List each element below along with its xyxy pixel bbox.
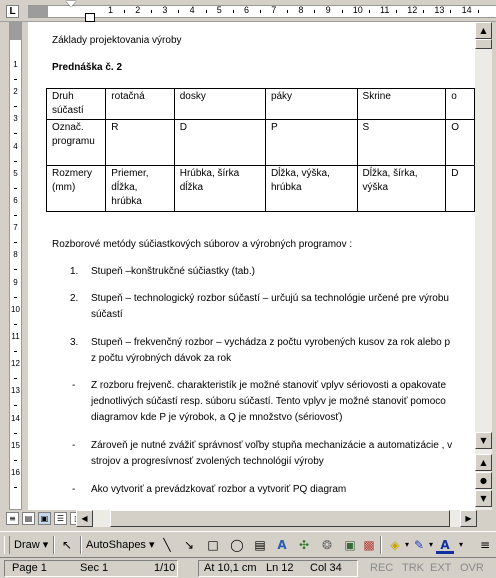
vertical-ruler-tick bbox=[14, 433, 17, 434]
status-ovr[interactable]: OVR bbox=[460, 562, 484, 574]
vertical-ruler-number: 13 bbox=[11, 386, 20, 396]
vertical-ruler-number: 4 bbox=[13, 141, 18, 151]
bullet-line: Ako vytvoriť a prevádzkovať rozbor a vytvoriť PQ diagram bbox=[91, 484, 347, 495]
bullet-line: strojov a progresívnosť zvolených technológií výroby bbox=[91, 456, 324, 467]
table-row bbox=[47, 120, 475, 166]
ruler-tick bbox=[206, 10, 207, 13]
vertical-ruler-number: 9 bbox=[13, 277, 18, 287]
status-bar bbox=[0, 557, 496, 578]
ruler-number: 14 bbox=[461, 5, 472, 15]
document-page[interactable] bbox=[28, 22, 475, 510]
line-icon[interactable]: ╲ bbox=[163, 538, 171, 552]
table-cell: rotačná bbox=[106, 89, 174, 120]
horizontal-ruler[interactable] bbox=[0, 0, 496, 22]
chevron-down-icon[interactable]: ▾ bbox=[458, 540, 463, 549]
fill-color-icon[interactable]: ◈ bbox=[390, 538, 400, 552]
status-at: At 10,1 cm bbox=[204, 562, 257, 574]
table-cell: Hrúbka, šírka dĺžka bbox=[174, 166, 265, 212]
ruler-number: 4 bbox=[189, 5, 195, 15]
diagram-icon[interactable]: ✣ bbox=[298, 538, 310, 552]
vertical-ruler-tick bbox=[14, 297, 17, 298]
table-cell: P bbox=[265, 120, 357, 166]
vertical-ruler-number: 1 bbox=[13, 60, 18, 69]
vertical-ruler-tick bbox=[14, 351, 17, 352]
vertical-ruler-number: 16 bbox=[11, 468, 20, 477]
list-item-line: z počtu výrobných dávok za rok bbox=[91, 353, 232, 364]
normal-view-icon[interactable]: ≡ bbox=[6, 512, 19, 525]
components-table bbox=[46, 88, 475, 212]
ruler-number: 10 bbox=[352, 5, 363, 15]
status-ext[interactable]: EXT bbox=[430, 562, 452, 574]
line-color-icon[interactable]: ✎ bbox=[413, 538, 425, 552]
vertical-ruler-tick bbox=[14, 405, 17, 406]
ruler-tick bbox=[450, 10, 451, 13]
web-layout-icon[interactable]: ▤ bbox=[22, 512, 35, 525]
vertical-ruler-tick bbox=[14, 106, 17, 107]
header-line: Základy projektovania výroby bbox=[52, 35, 182, 46]
vertical-ruler-tick bbox=[14, 269, 17, 270]
line-style-icon[interactable]: ≡ bbox=[479, 538, 491, 552]
ruler-tick bbox=[314, 10, 315, 13]
vertical-ruler-number: 11 bbox=[11, 332, 20, 341]
print-layout-icon[interactable]: ▣ bbox=[38, 512, 51, 525]
vertical-ruler-number: 14 bbox=[11, 413, 20, 423]
list-item-line: Stupeň – technologický rozbor súčastí – určujú sa technológie určené pre výrobu bbox=[91, 293, 449, 304]
draw-menu-label: Draw bbox=[14, 539, 40, 551]
status-rec[interactable]: REC bbox=[370, 562, 394, 574]
list-item-line: súčastí bbox=[91, 309, 123, 320]
status-line: Ln 12 bbox=[266, 562, 294, 574]
vertical-ruler-tick bbox=[14, 487, 17, 488]
lecture-title: Prednáška č. 2 bbox=[52, 62, 123, 73]
table-cell: S bbox=[357, 120, 446, 166]
insert-picture-icon[interactable]: ▣ bbox=[344, 538, 356, 552]
ruler-tick bbox=[478, 10, 479, 13]
status-section: Sec 1 bbox=[80, 562, 109, 574]
arrow-icon[interactable]: ↘ bbox=[183, 538, 195, 552]
vertical-ruler-tick bbox=[14, 460, 17, 461]
table-cell: Skrine bbox=[357, 89, 446, 120]
ruler-bar[interactable] bbox=[28, 5, 496, 18]
chevron-down-icon: ▾ bbox=[149, 539, 155, 551]
ruler-tick bbox=[151, 10, 152, 13]
vertical-ruler-number: 10 bbox=[11, 304, 20, 314]
vertical-ruler-number: 3 bbox=[13, 114, 18, 124]
select-browse-object-button[interactable]: ● bbox=[475, 472, 492, 489]
table-cell: dosky bbox=[174, 89, 265, 120]
bullet-line: Z rozboru frejvenč. charakteristík je možné stanoviť vplyv sériovosti a opakovate bbox=[91, 380, 447, 391]
horizontal-scrollbar[interactable] bbox=[0, 510, 496, 527]
vertical-ruler-number: 5 bbox=[13, 168, 18, 178]
vertical-ruler-number: 15 bbox=[11, 440, 20, 450]
table-cell: Druh súčastí bbox=[47, 89, 106, 120]
left-indent-marker[interactable] bbox=[85, 13, 95, 22]
ruler-number: 11 bbox=[380, 5, 390, 15]
vertical-ruler-number: 7 bbox=[13, 223, 18, 233]
ruler-number: 7 bbox=[271, 5, 277, 15]
vertical-ruler-tick bbox=[14, 79, 17, 80]
ruler-number: 5 bbox=[216, 5, 222, 15]
first-line-indent-marker[interactable] bbox=[66, 1, 76, 7]
table-cell: Označ. programu bbox=[47, 120, 106, 166]
scroll-left-button[interactable]: ◀ bbox=[76, 510, 93, 527]
font-color-icon[interactable]: A bbox=[436, 536, 454, 554]
scroll-right-button[interactable]: ▶ bbox=[460, 510, 477, 527]
list-item-line: Stupeň –konštrukčné súčiastky (tab.) bbox=[91, 266, 255, 277]
ruler-left-margin bbox=[28, 6, 48, 17]
ruler-tick bbox=[342, 10, 343, 13]
table-cell: D bbox=[446, 166, 475, 212]
ruler-tick bbox=[233, 10, 234, 13]
ruler-tick bbox=[287, 10, 288, 13]
draw-menu-button[interactable] bbox=[14, 536, 48, 554]
ruler-number: 12 bbox=[407, 5, 418, 15]
vertical-scrollbar[interactable] bbox=[475, 22, 492, 510]
intro-paragraph: Rozborové metódy súčiastkových súborov a výrobných programov : bbox=[52, 239, 353, 250]
bullet-line: jednotlivých súčastí resp. súboru súčastí. Tento vplyv je možné stanoviť pomoco bbox=[91, 396, 446, 407]
clip-art-icon[interactable]: ❂ bbox=[321, 538, 333, 552]
bullet-mark: - bbox=[72, 440, 76, 451]
vertical-ruler[interactable] bbox=[0, 22, 28, 510]
list-number: 2. bbox=[70, 293, 79, 304]
table-cell: Dĺžka, výška, hrúbka bbox=[265, 166, 357, 212]
bullet-mark: - bbox=[72, 380, 76, 391]
ruler-number: 1 bbox=[108, 5, 114, 15]
chevron-down-icon[interactable]: ▾ bbox=[404, 540, 409, 549]
ruler-number: 8 bbox=[298, 5, 304, 15]
table-cell: Dĺžka, šírka, výška bbox=[357, 166, 446, 212]
table-cell: o bbox=[446, 89, 475, 120]
vertical-ruler-number: 8 bbox=[13, 250, 18, 260]
vertical-ruler-tick bbox=[14, 161, 17, 162]
select-objects-icon[interactable]: ↖ bbox=[61, 538, 73, 552]
autoshapes-menu-button[interactable] bbox=[86, 536, 155, 554]
wordart-icon[interactable]: A bbox=[277, 538, 287, 552]
insert-picture-from-file-icon[interactable]: ▩ bbox=[363, 538, 375, 552]
ruler-tick bbox=[396, 10, 397, 13]
ruler-number: 6 bbox=[244, 5, 250, 15]
ruler-tick bbox=[260, 10, 261, 13]
table-cell: Priemer, dĺžka, hrúbka bbox=[106, 166, 174, 212]
ruler-number: 2 bbox=[135, 5, 141, 15]
table-cell: Rozmery (mm) bbox=[47, 166, 106, 212]
drawing-toolbar bbox=[0, 531, 496, 557]
vertical-ruler-tick bbox=[14, 324, 17, 325]
status-pages: 1/10 bbox=[154, 562, 176, 574]
vertical-ruler-number: 6 bbox=[13, 196, 18, 205]
chevron-down-icon: ▾ bbox=[42, 539, 49, 551]
ruler-number: 13 bbox=[434, 5, 445, 15]
ruler-tick bbox=[124, 10, 125, 13]
table-cell: O bbox=[446, 120, 475, 166]
ruler-tick bbox=[369, 10, 370, 13]
bullet-mark: - bbox=[72, 484, 76, 495]
status-trk[interactable]: TRK bbox=[402, 562, 424, 574]
ruler-number: 3 bbox=[162, 5, 168, 15]
next-page-button[interactable]: ▼ bbox=[475, 490, 492, 507]
table-cell: páky bbox=[265, 89, 357, 120]
toolbar-separator bbox=[380, 536, 382, 554]
list-number: 1. bbox=[70, 266, 79, 277]
ruler-number: 9 bbox=[325, 5, 331, 15]
status-page: Page 1 bbox=[12, 562, 47, 574]
vertical-ruler-tick bbox=[14, 133, 17, 134]
vertical-ruler-number: 2 bbox=[13, 87, 18, 97]
table-cell: D bbox=[174, 120, 265, 166]
previous-page-button[interactable]: ▲ bbox=[475, 454, 492, 471]
ruler-tick bbox=[423, 10, 424, 13]
toolbar-separator bbox=[80, 536, 82, 554]
chevron-down-icon[interactable]: ▾ bbox=[428, 540, 433, 549]
autoshapes-label: AutoShapes bbox=[86, 539, 146, 551]
scroll-thumb[interactable] bbox=[475, 39, 492, 49]
oval-icon[interactable]: ◯ bbox=[230, 538, 244, 552]
vertical-ruler-tick bbox=[14, 378, 17, 379]
vertical-ruler-top-margin bbox=[10, 22, 21, 40]
list-number: 3. bbox=[70, 337, 79, 348]
status-column: Col 34 bbox=[310, 562, 342, 574]
vertical-ruler-tick bbox=[14, 188, 17, 189]
bullet-line: diagramov kde P je výrobok, a Q je množstvo (sériovosť) bbox=[91, 412, 343, 423]
toolbar-separator bbox=[53, 536, 55, 554]
ruler-tick bbox=[178, 10, 179, 13]
table-row bbox=[47, 166, 475, 212]
text-box-icon[interactable]: ▤ bbox=[254, 538, 266, 552]
rectangle-icon[interactable]: □ bbox=[207, 538, 219, 552]
vertical-ruler-tick bbox=[14, 215, 17, 216]
toolbar-grip[interactable] bbox=[4, 536, 10, 554]
vertical-ruler-tick bbox=[14, 242, 17, 243]
bullet-line: Zároveň je nutné zvážiť správnosť voľby stupňa mechanizácie a automatizácie , v bbox=[91, 440, 453, 451]
scroll-up-button[interactable]: ▲ bbox=[475, 22, 492, 39]
list-item-line: Stupeň – frekvenčný rozbor – vychádza z počtu vyrobených kusov za rok alebo p bbox=[91, 337, 451, 348]
table-cell: R bbox=[106, 120, 174, 166]
outline-view-icon[interactable]: ☰ bbox=[54, 512, 67, 525]
horizontal-scroll-thumb[interactable] bbox=[110, 510, 450, 527]
vertical-ruler-number: 12 bbox=[11, 359, 20, 369]
scroll-down-button[interactable]: ▼ bbox=[475, 432, 492, 449]
tab-selector[interactable]: L bbox=[6, 5, 19, 18]
table-row bbox=[47, 89, 475, 120]
